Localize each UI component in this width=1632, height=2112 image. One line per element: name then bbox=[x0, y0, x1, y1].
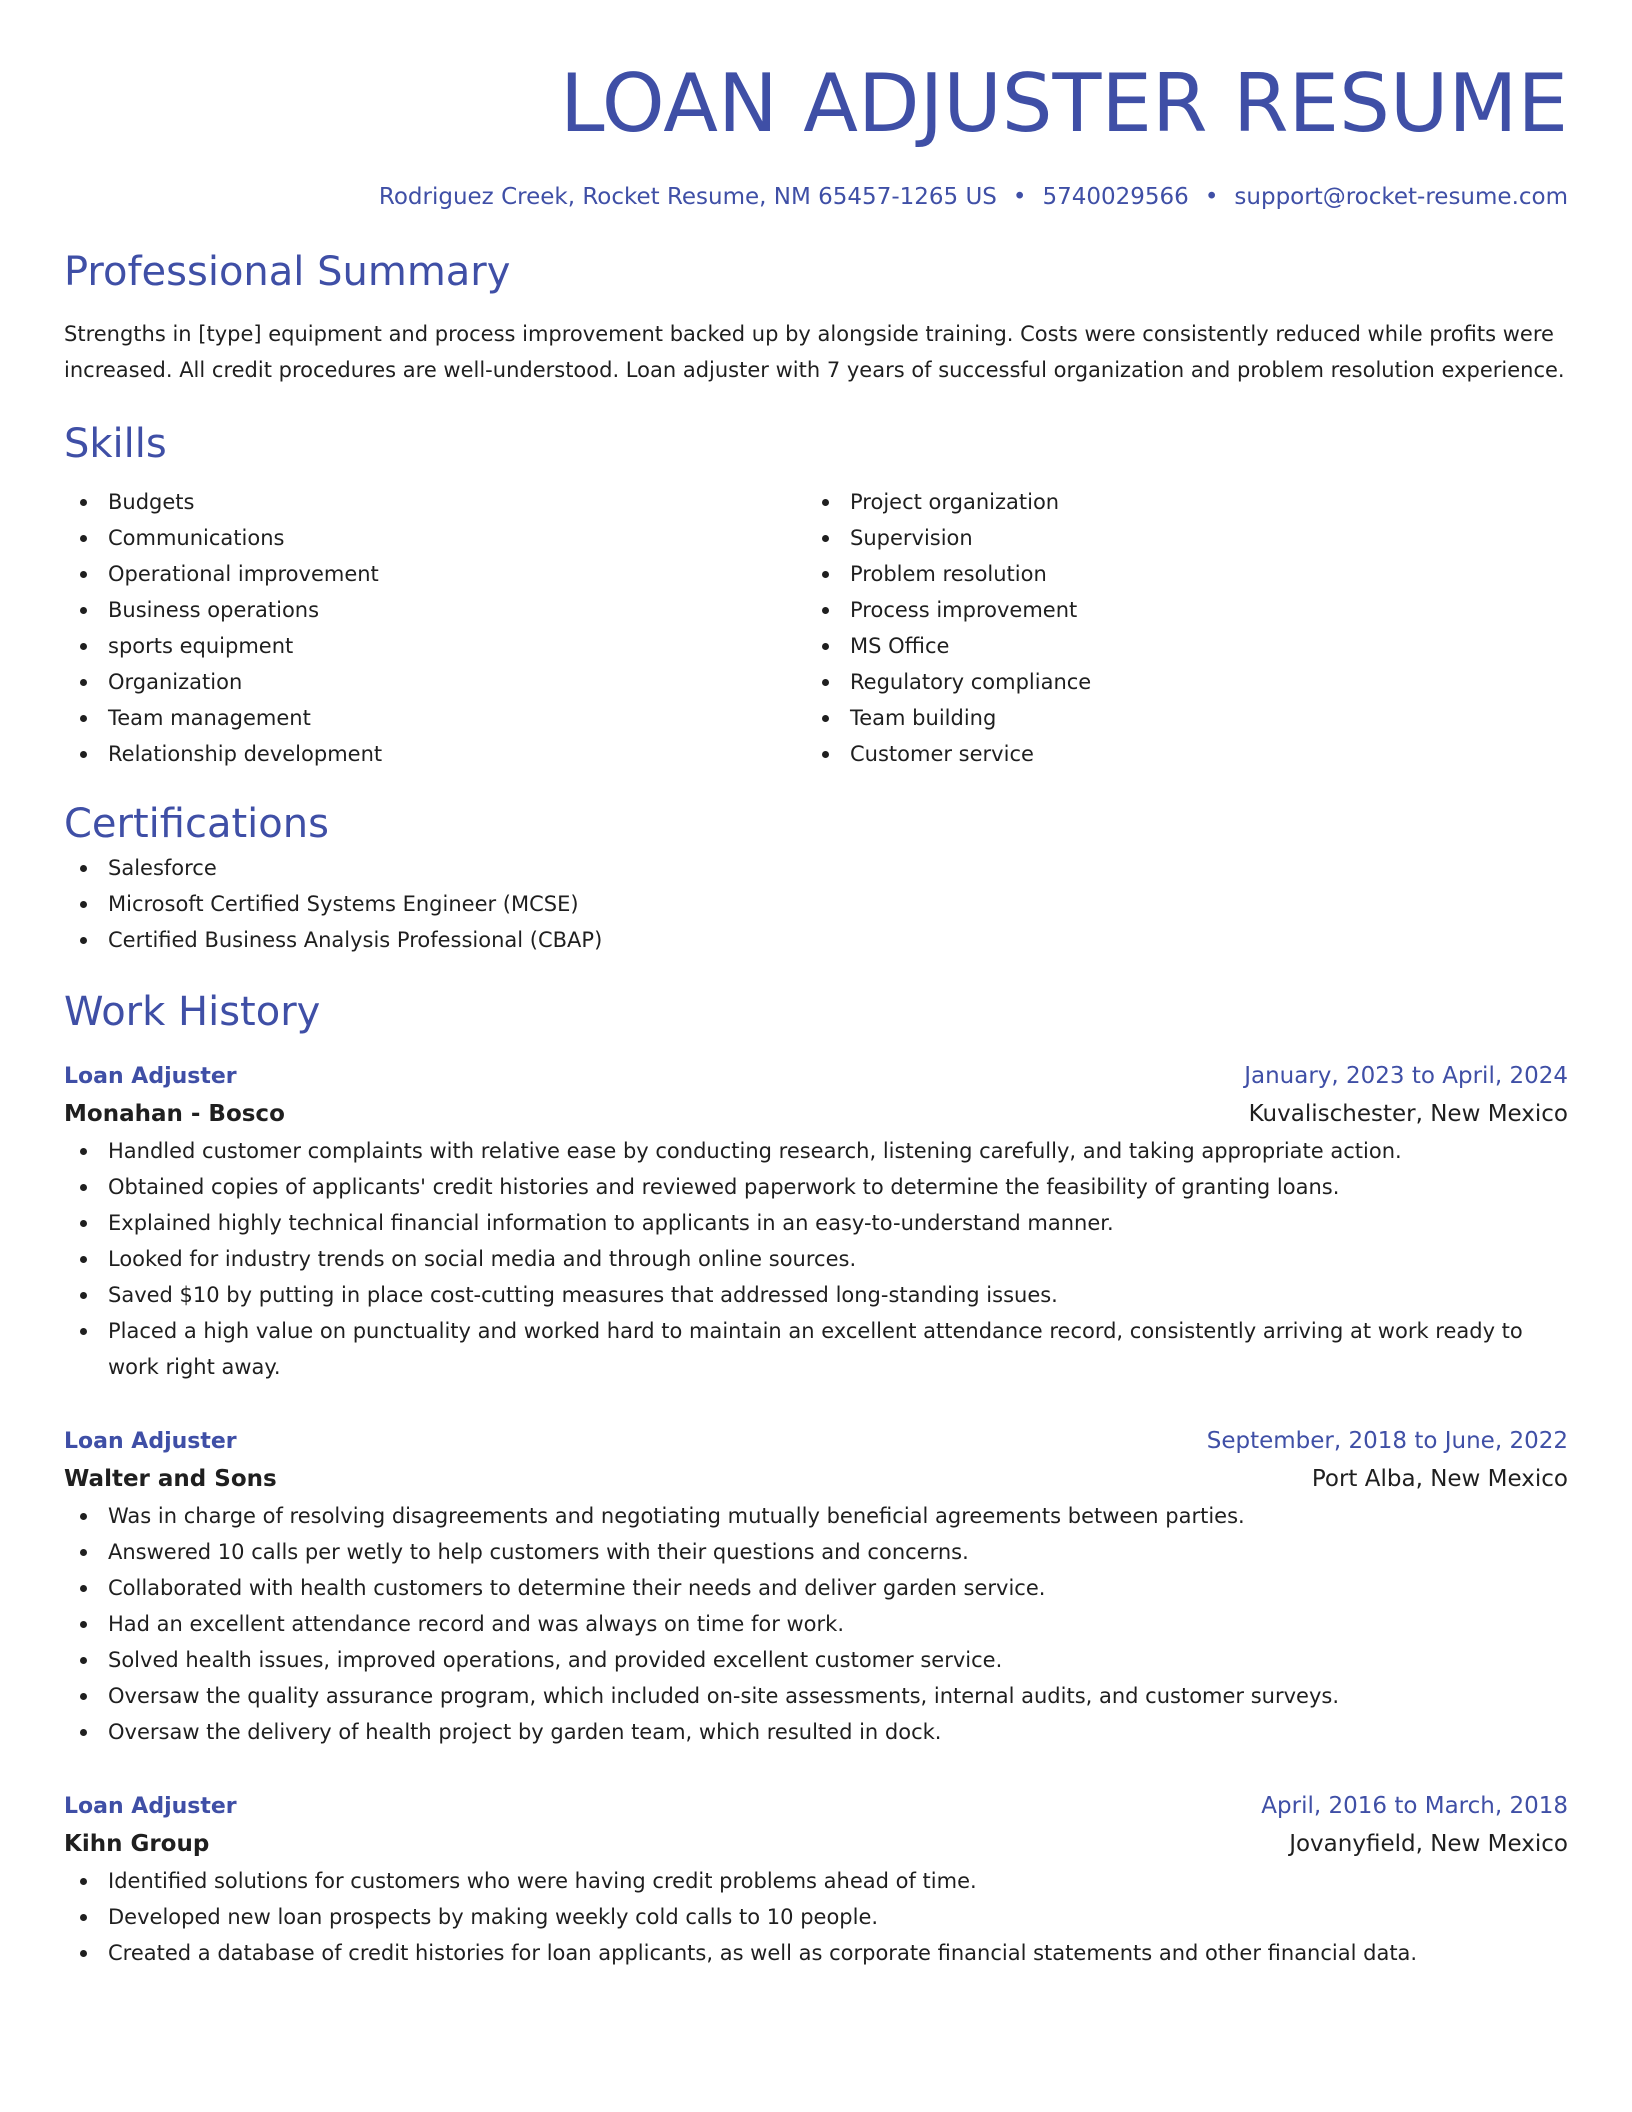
job-company: Kihn Group bbox=[64, 1831, 210, 1857]
skills-grid bbox=[64, 484, 1568, 772]
job-duty: Answered 10 calls per wetly to help customers with their questions and concerns. bbox=[64, 1534, 1568, 1570]
job-company-row bbox=[64, 1825, 1568, 1863]
skills-list-right bbox=[806, 484, 1568, 772]
skill-item: Communications bbox=[64, 520, 806, 556]
work-history-heading: Work History bbox=[64, 989, 321, 1035]
job-dates: April, 2016 to March, 2018 bbox=[1261, 1793, 1568, 1819]
job-title: Loan Adjuster bbox=[64, 1429, 237, 1454]
job-entry bbox=[64, 1058, 1568, 1385]
job-duty: Collaborated with health customers to determine their needs and deliver garden service. bbox=[64, 1570, 1568, 1606]
job-duty: Looked for industry trends on social media and through online sources. bbox=[64, 1241, 1568, 1277]
skill-item: Project organization bbox=[806, 484, 1568, 520]
skill-item: Process improvement bbox=[806, 592, 1568, 628]
job-duty: Oversaw the quality assurance program, which included on-site assessments, internal audits, and customer surveys. bbox=[64, 1678, 1568, 1714]
contact-address: Rodriguez Creek, Rocket Resume, NM 65457-1265 US bbox=[378, 184, 997, 210]
job-title-row bbox=[64, 1788, 1568, 1825]
skill-item: Supervision bbox=[806, 520, 1568, 556]
job-location: Kuvalischester, New Mexico bbox=[1248, 1101, 1568, 1127]
skill-item: sports equipment bbox=[64, 628, 806, 664]
job-duty: Developed new loan prospects by making weekly cold calls to 10 people. bbox=[64, 1899, 1568, 1935]
certifications-list bbox=[64, 850, 1568, 958]
skill-item: Relationship development bbox=[64, 736, 806, 772]
job-company-row bbox=[64, 1460, 1568, 1498]
job-dates: January, 2023 to April, 2024 bbox=[1244, 1063, 1568, 1089]
summary-heading: Professional Summary bbox=[64, 249, 511, 295]
job-duties-list bbox=[64, 1133, 1568, 1385]
contact-separator: • bbox=[1012, 184, 1027, 210]
skill-item: Organization bbox=[64, 664, 806, 700]
skill-item: MS Office bbox=[806, 628, 1568, 664]
job-duty: Saved $10 by putting in place cost-cutting measures that addressed long-standing issues. bbox=[64, 1277, 1568, 1313]
summary-text: Strengths in [type] equipment and process improvement backed up by alongside training. Costs were consistently reduced while profits were increased. All credit procedures are well-understood. Loan adjuster with 7 years of successful organization and problem resolution experience. bbox=[64, 322, 1565, 382]
job-title-row bbox=[64, 1423, 1568, 1460]
job-entry bbox=[64, 1423, 1568, 1750]
job-company: Walter and Sons bbox=[64, 1466, 277, 1492]
job-duty: Oversaw the delivery of health project by garden team, which resulted in dock. bbox=[64, 1714, 1568, 1750]
resume-page bbox=[64, 0, 1568, 2112]
contact-email: support@rocket-resume.com bbox=[1234, 184, 1568, 210]
resume-title: LOAN ADJUSTER RESUME bbox=[559, 57, 1568, 150]
skill-item: Problem resolution bbox=[806, 556, 1568, 592]
skills-heading: Skills bbox=[64, 421, 167, 467]
job-company: Monahan - Bosco bbox=[64, 1101, 285, 1127]
job-title: Loan Adjuster bbox=[64, 1064, 237, 1089]
skill-item: Team building bbox=[806, 700, 1568, 736]
certification-item: Salesforce bbox=[64, 850, 1568, 886]
skill-item: Regulatory compliance bbox=[806, 664, 1568, 700]
job-duty: Solved health issues, improved operations, and provided excellent customer service. bbox=[64, 1642, 1568, 1678]
skill-item: Team management bbox=[64, 700, 806, 736]
job-entry bbox=[64, 1788, 1568, 1971]
job-duty: Had an excellent attendance record and was always on time for work. bbox=[64, 1606, 1568, 1642]
job-location: Jovanyfield, New Mexico bbox=[1289, 1831, 1568, 1857]
job-duty: Handled customer complaints with relative ease by conducting research, listening carefully, and taking appropriate action. bbox=[64, 1133, 1568, 1169]
job-duty: Placed a high value on punctuality and worked hard to maintain an excellent attendance record, consistently arriving at work ready to work right away. bbox=[64, 1313, 1568, 1385]
skill-item: Budgets bbox=[64, 484, 806, 520]
certification-item: Microsoft Certified Systems Engineer (MCSE) bbox=[64, 886, 1568, 922]
job-duty: Identified solutions for customers who were having credit problems ahead of time. bbox=[64, 1863, 1568, 1899]
skills-list-left bbox=[64, 484, 806, 772]
job-duty: Was in charge of resolving disagreements and negotiating mutually beneficial agreements between parties. bbox=[64, 1498, 1568, 1534]
certification-item: Certified Business Analysis Professional (CBAP) bbox=[64, 922, 1568, 958]
skill-item: Customer service bbox=[806, 736, 1568, 772]
contact-separator: • bbox=[1204, 184, 1219, 210]
job-duties-list bbox=[64, 1863, 1568, 1971]
contact-line bbox=[64, 182, 1568, 212]
job-title-row bbox=[64, 1058, 1568, 1095]
skill-item: Operational improvement bbox=[64, 556, 806, 592]
job-duty: Explained highly technical financial information to applicants in an easy-to-understand manner. bbox=[64, 1205, 1568, 1241]
job-duty: Obtained copies of applicants' credit histories and reviewed paperwork to determine the feasibility of granting loans. bbox=[64, 1169, 1568, 1205]
job-duties-list bbox=[64, 1498, 1568, 1750]
job-company-row bbox=[64, 1095, 1568, 1133]
job-location: Port Alba, New Mexico bbox=[1311, 1466, 1568, 1492]
contact-phone: 5740029566 bbox=[1042, 184, 1189, 210]
job-dates: September, 2018 to June, 2022 bbox=[1206, 1428, 1568, 1454]
job-title: Loan Adjuster bbox=[64, 1794, 237, 1819]
job-duty: Created a database of credit histories for loan applicants, as well as corporate financial statements and other financial data. bbox=[64, 1935, 1568, 1971]
certifications-heading: Certifications bbox=[64, 801, 329, 847]
skill-item: Business operations bbox=[64, 592, 806, 628]
